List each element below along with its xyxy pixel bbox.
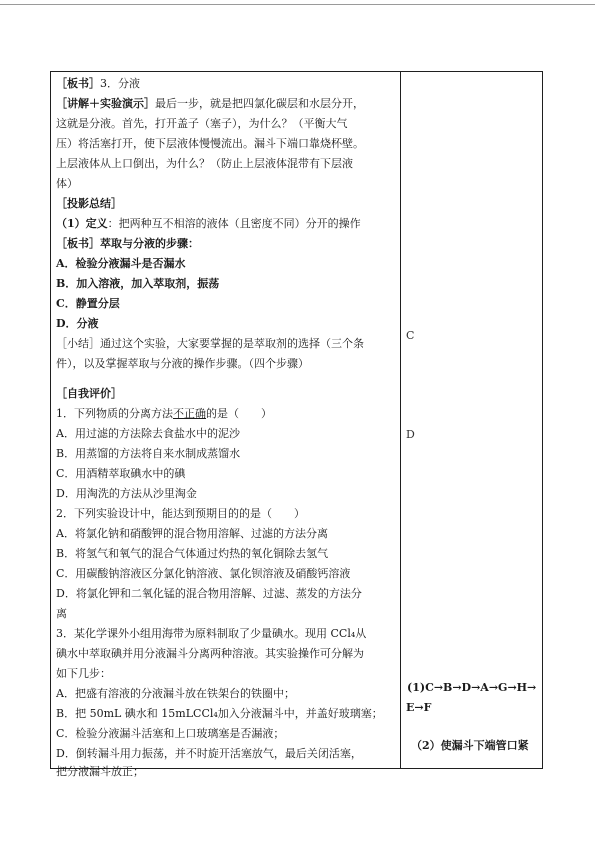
q2-option-b: B．将氢气和氧气的混合气体通过灼热的氧化铜除去氢气 <box>56 547 329 560</box>
explain-line-5: 体） <box>56 177 78 190</box>
explain-label: ［讲解＋实验演示］ <box>56 97 155 110</box>
summary-line-1: ［小结］通过这个实验，大家要掌握的是萃取剂的选择（三个条 <box>56 337 364 350</box>
answer-q3-part2: （2）使漏斗下端管口紧 <box>411 739 529 752</box>
q1-option-d: D．用淘洗的方法从沙里淘金 <box>56 487 197 500</box>
q2-stem: 2．下列实验设计中，能达到预期目的的是（ ） <box>56 507 305 520</box>
q1-stem-post: 的是（ ） <box>206 407 272 420</box>
board-title-text: 3．分液 <box>100 77 140 90</box>
summary-line-2: 件），以及掌握萃取与分液的操作步骤。（四个步骤） <box>56 357 309 370</box>
q3-stem-1: 3．某化学课外小组用海带为原料制取了少量碘水。现用 CCl₄从 <box>56 627 367 640</box>
q1-stem-pre: 1．下列物质的分离方法 <box>56 407 173 420</box>
q3-stem-3: 如下几步： <box>56 667 111 680</box>
q1-option-b: B．用蒸馏的方法将自来水制成蒸馏水 <box>56 447 241 460</box>
step-item-c: C．静置分层 <box>56 297 120 310</box>
definition-line <box>56 214 401 234</box>
answer-q3-part1-cont: E→F <box>406 701 432 714</box>
definition-text: ：把两种互不相溶的液体（且密度不同）分开的操作 <box>107 217 361 230</box>
explain-line-4: 上层液体从上口倒出，为什么？（防止上层液体混带有下层液 <box>56 157 353 170</box>
q3-option-c: C．检验分液漏斗活塞和上口玻璃塞是否漏液； <box>56 727 285 740</box>
q2-option-a: A．将氯化钠和硝酸钾的混合物用溶解、过滤的方法分离 <box>56 527 328 540</box>
explain-line-1 <box>56 94 401 114</box>
explain-text-1: 最后一步，就是把四氯化碳层和水层分开， <box>155 97 364 110</box>
explain-line-2: 这就是分液。首先，打开盖子（塞子），为什么？（平衡大气 <box>56 117 348 130</box>
q2-option-c: C．用碳酸钠溶液区分氯化钠溶液、氯化钡溶液及硝酸钙溶液 <box>56 567 351 580</box>
q2-option-d: D．将氯化钾和二氧化锰的混合物用溶解、过滤、蒸发的方法分 <box>56 587 362 600</box>
q3-option-d: D．倒转漏斗用力振荡，并不时旋开活塞放气，最后关闭活塞， <box>56 747 362 760</box>
page-top-rule <box>0 4 595 5</box>
explain-line-3: 压）将活塞打开，使下层液体慢慢流出。漏斗下端口靠烧杯壁。 <box>56 137 364 150</box>
step-item-d: D．分液 <box>56 317 99 330</box>
projection-heading: ［投影总结］ <box>56 197 122 210</box>
q1-option-c: C．用酒精萃取碘水中的碘 <box>56 467 186 480</box>
q3-option-d-cont: 把分液漏斗放正； <box>56 765 144 778</box>
q1-stem-underline: 不正确 <box>173 407 206 420</box>
board-label: ［板书］ <box>56 77 100 90</box>
q2-option-d-cont: 离 <box>56 607 67 620</box>
step-item-a: A．检验分液漏斗是否漏水 <box>56 257 186 270</box>
lesson-plan-table <box>50 71 543 778</box>
answer-q1: C <box>406 329 415 342</box>
self-eval-heading: ［自我评价］ <box>56 387 122 400</box>
answer-q2: D <box>406 428 415 441</box>
q3-option-a: A．把盛有溶液的分液漏斗放在铁架台的铁圈中； <box>56 687 295 700</box>
lesson-content-column <box>51 72 401 778</box>
step-item-b: B．加入溶液，加入萃取剂，振荡 <box>56 277 220 290</box>
steps-heading: ［板书］萃取与分液的步骤： <box>56 237 199 250</box>
q1-option-a: A．用过滤的方法除去食盐水中的泥沙 <box>56 427 240 440</box>
q3-option-b: B．把 50mL 碘水和 15mLCCl₄加入分液漏斗中，并盖好玻璃塞； <box>56 707 383 720</box>
board-title-line <box>56 74 401 94</box>
definition-label: （1）定义 <box>56 217 108 230</box>
q3-stem-2: 碘水中萃取碘并用分液漏斗分离两种溶液。其实验操作可分解为 <box>56 647 364 660</box>
q1-stem <box>56 404 401 424</box>
answer-q3-part1: (1)C→B→D→A→G→H→ <box>407 681 537 694</box>
notes-column <box>401 72 542 768</box>
